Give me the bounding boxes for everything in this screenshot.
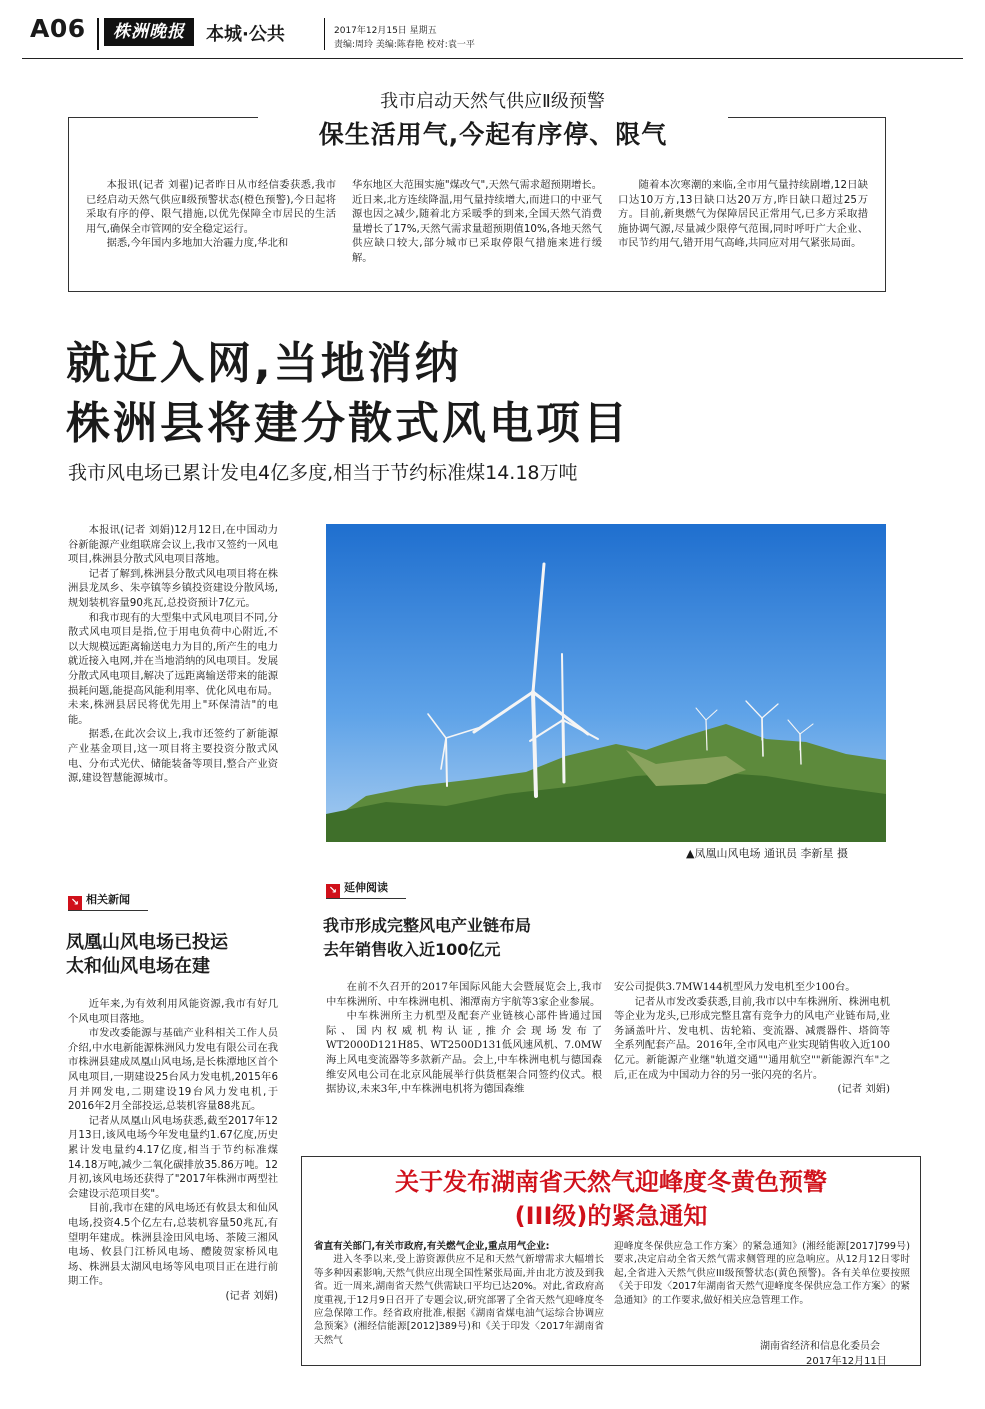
notice-column-2: [614, 1240, 910, 1307]
paragraph: 记者了解到,株洲县分散式风电项目将在株洲县龙凤乡、朱亭镇等乡镇投资建设分散风场,规划装机容量90兆瓦,总投资预计7亿元。: [68, 567, 278, 609]
notice-column-1: [314, 1240, 604, 1347]
wind-farm-photo: [326, 524, 886, 842]
paragraph: 随着本次寒潮的来临,全市用气量持续剧增,12日缺口达10万方,13日缺口达20万方,昨日缺口超过25万方。目前,新奥燃气为保障居民正常用气,已多方采取措施协调气源,尽量减少限停气范围,同时呼吁广大企业、市民节约用气,错开用气高峰,共同应对用气紧张局面。: [618, 179, 868, 250]
byline: (记者 刘娟): [837, 1083, 890, 1096]
paragraph: 在前不久召开的2017年国际风能大会暨展览会上,我市中车株洲所、中车株洲电机、湘潭南方宇航等3家企业参展。: [326, 981, 602, 1008]
header-divider: [324, 18, 325, 50]
paragraph: 目前,我市在建的风电场还有攸县太和仙风电场,投资4.5个亿左右,总装机容量50兆瓦,有望明年建成。株洲县淦田风电场、茶陵三湘风电场、攸县门江桥风电场、醴陵贺家桥风电场、株洲县太湖风电场等风电项目正在进行前期工作。: [68, 1202, 278, 1288]
paragraph: 记者从市发改委获悉,目前,我市以中车株洲所、株洲电机等企业为龙头,已形成完整且富有竞争力的风电产业链布局,业务涵盖叶片、发电机、齿轮箱、变流器、减震器件、塔筒等全系列配套产品。2016年,全市风电产业实现销售收入近100亿元。新能源产业继"轨道交通""通用航空""新能源汽车"之后,正在成为中国动力谷的另一张闪亮的名片。: [614, 995, 890, 1081]
related-news-headline-line-1: 凤凰山风电场已投运: [66, 932, 228, 953]
gas-article-column-1: [86, 178, 336, 251]
paragraph: 中车株洲所主力机型及配套产业链核心部件皆通过国际、国内权威机构认证,推介会现场发布了WT2000D121H85、WT2500D131低风速风机、7.0MW海上风电变流器等多款新产品。会上,中车株洲电机与德国森维安风电公司在北京风能展举行供货框架合同签约仪式。根据协议,未来3年,中车株洲电机将为德国森维: [326, 1010, 602, 1096]
notice-title-line-2: (III级)的紧急通知: [514, 1202, 708, 1230]
editors-line: 责编:周玲 美编:陈春艳 校对:袁一平: [334, 40, 475, 50]
notice-signature-org: 湖南省经济和信息化委员会: [760, 1341, 880, 1352]
paragraph: 本报讯(记者 刘翟)记者昨日从市经信委获悉,我市已经启动天然气供应Ⅱ级预警状态(橙色预警),今日起将采取有序的停、限气措施,以优先保障全市居民的生活用气,确保全市管网的安全稳定运行。: [86, 179, 336, 235]
paragraph: 进入冬季以来,受上游资源供应不足和天然气新增需求大幅增长等多种因素影响,天然气供应出现全国性紧张局面,并由北方波及到我省。近一周来,湖南省天然气供需缺口平均已达20%。对此,省政府高度重视,于12月9日召开了专题会议,研究部署了全省天然气迎峰度冬应急保障工作。经省政府批准,根据《湖南省煤电油气运综合协调应急预案》(湘经信能源[2012]389号)和《关于印发〈2017年湖南省天然气: [314, 1254, 604, 1346]
paragraph: 安公司提供3.7MW144机型风力发电机至少100台。: [614, 981, 856, 993]
gas-article-column-2: [352, 178, 602, 266]
arrow-icon: ↘: [68, 896, 82, 910]
paragraph: 据悉,在此次会议上,我市还签约了新能源产业基金项目,这一项目将主要投资分散式风电、分布式光伏、储能装备等项目,整合产业资源,建设智慧能源城市。: [68, 728, 278, 785]
photo-caption: ▲凤凰山风电场 通讯员 李新星 摄: [686, 847, 848, 860]
section-name: 本城·公共: [206, 24, 285, 45]
gas-article-headline: 保生活用气,今起有序停、限气: [258, 115, 728, 151]
extended-reading-tag: [326, 879, 406, 899]
main-article-body: [68, 523, 278, 786]
paragraph: 华东地区大范围实施"煤改气",天然气需求超预期增长。近日来,北方连续降温,用气量持续增大,而进口的中亚气源也因之减少,随着北方采暖季的到来,全国天然气消费量增长了17%,天然气需求量超预期值10%,各地天然气供应缺口较大,部分城市已采取停限气措施来进行缓解。: [352, 179, 602, 264]
paragraph: 和我市现有的大型集中式风电项目不同,分散式风电项目是指,位于用电负荷中心附近,不以大规模远距离输送电力为目的,所产生的电力就近接入电网,并在当地消纳的风电项目。发展分散式风电项目,解决了远距离输送带来的能源损耗问题,能提高风能利用率、优化风电布局。未来,株洲县居民将优先用上"环保清洁"的电能。: [68, 611, 278, 726]
main-headline-line-1: 就近入网,当地消纳: [66, 338, 462, 389]
issue-date: 2017年12月15日 星期五: [334, 26, 437, 36]
related-news-tag-label: 相关新闻: [86, 893, 130, 906]
gas-article-kicker: 我市启动天然气供应Ⅱ级预警: [380, 91, 605, 112]
arrow-icon: ↘: [326, 884, 340, 898]
extended-reading-headline-line-2: 去年销售收入近100亿元: [323, 940, 501, 959]
notice-title-line-1: 关于发布湖南省天然气迎峰度冬黄色预警: [395, 1168, 827, 1196]
notice-salutation: 省直有关部门,有关市政府,有关燃气企业,重点用气企业:: [314, 1241, 550, 1252]
page-number: A06: [30, 14, 86, 43]
paragraph: 本报讯(记者 刘娟)12月12日,在中国动力谷新能源产业组联席会议上,我市又签约一风电项目,株洲县分散式风电项目落地。: [68, 524, 278, 566]
extended-reading-column-2: [614, 980, 890, 1097]
extended-reading-tag-label: 延伸阅读: [344, 881, 388, 894]
byline: (记者 刘娟): [225, 1289, 278, 1302]
related-news-tag: [68, 891, 148, 911]
newspaper-masthead-logo: 株洲晚报: [104, 18, 194, 46]
paragraph: 据悉,今年国内多地加大治霾力度,华北和: [106, 237, 289, 250]
paragraph: 近年来,为有效利用风能资源,我市有好几个风电项目落地。: [68, 998, 278, 1025]
paragraph: 市发改委能源与基础产业科相关工作人员介绍,中水电新能源株洲风力发电有限公司在我市株洲县建成凤凰山风电场,是长株潭地区首个风电项目,一期建设25台风力发电机,2015年6月并网发电,二期建设19台风力发电机,于2016年2月全部投运,总装机容量88兆瓦。: [68, 1027, 278, 1113]
extended-reading-headline-line-1: 我市形成完整风电产业链布局: [323, 916, 532, 935]
related-news-headline-line-2: 太和仙风电场在建: [66, 956, 210, 977]
notice-signature-date: 2017年12月11日: [806, 1356, 887, 1367]
main-headline-line-2: 株洲县将建分散式风电项目: [66, 398, 630, 449]
extended-reading-column-1: [326, 980, 602, 1097]
main-subheadline: 我市风电场已累计发电4亿多度,相当于节约标准煤14.18万吨: [68, 462, 578, 484]
paragraph: 迎峰度冬保供应急工作方案〉的紧急通知》(湘经能源[2017]799号)要求,决定启动全省天然气需求侧管理的应急响应。从12月12日零时起,全省进入天然气供应III级预警状态(黄色预警)。各有关单位要按照《关于印发〈2017年湖南省天然气迎峰度冬保供应急工作方案〉的紧急通知》的工作要求,做好相关应急管理工作。: [614, 1241, 910, 1306]
paragraph: 记者从凤凰山风电场获悉,截至2017年12月13日,该风电场今年发电量约1.67亿度,历史累计发电量约4.17亿度,相当于节约标准煤14.18万吨,减少二氧化碳排放35.86万吨。12月初,该风电场还获得了"2017年株洲市两型社会建设示范项目奖"。: [68, 1114, 278, 1200]
related-news-body: [68, 997, 278, 1303]
header-divider: [97, 18, 99, 50]
gas-article-column-3: [618, 178, 868, 251]
header-rule: [22, 58, 963, 59]
